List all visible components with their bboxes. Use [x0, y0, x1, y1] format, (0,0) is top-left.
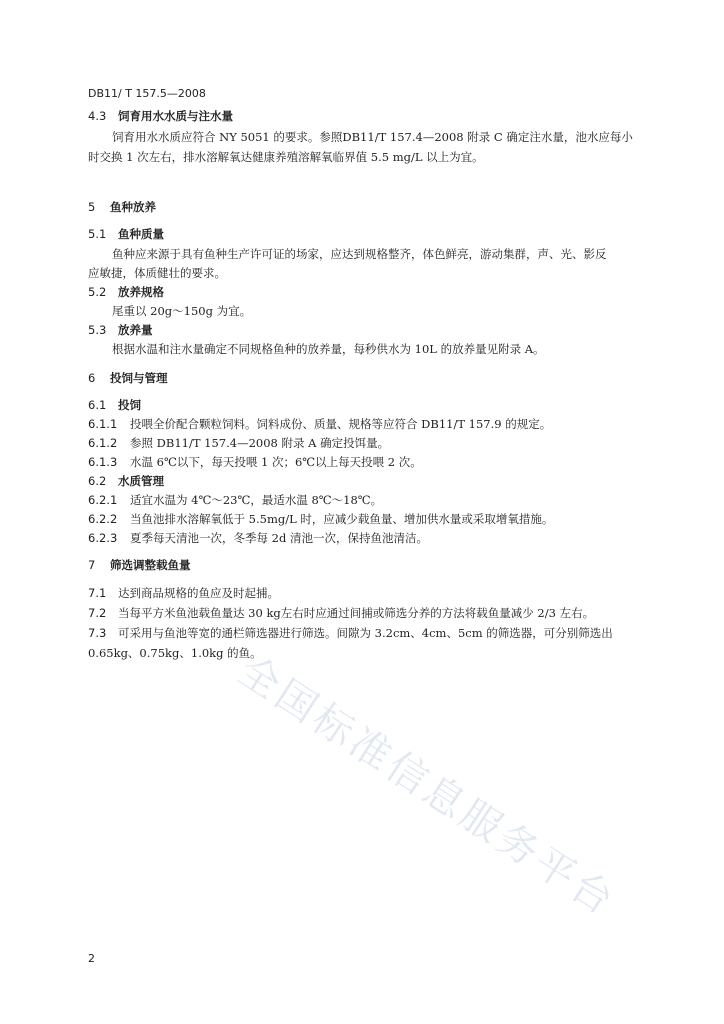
section-6-heading [88, 370, 168, 386]
section-number: 6.2 [88, 474, 107, 488]
clause-text: 投喂全价配合颗粒饲料。饲料成份、质量、规格等应符合 DB11/T 157.9 的规定。 [130, 417, 552, 431]
section-5-3-heading [88, 322, 153, 338]
clause-number: 7.1 [88, 586, 107, 600]
page-number: 2 [88, 952, 95, 965]
section-title: 筛选调整载鱼量 [110, 558, 191, 572]
paragraph-line: 时交换 1 次左右，排水溶解氧达健康养殖溶解氧临界值 5.5 mg/L 以上为宜。 [88, 150, 484, 164]
clause-number: 7.2 [88, 606, 107, 620]
section-title: 水质管理 [118, 474, 164, 488]
clause-text: 当每平方米鱼池载鱼量达 30 kg左右时应通过间捕或筛选分养的方法将载鱼量减少 2/3 左右。 [118, 606, 595, 620]
section-title: 投饲 [118, 398, 141, 412]
clause-number: 6.1.2 [88, 436, 118, 450]
paragraph-line: 0.65kg、0.75kg、1.0kg 的鱼。 [88, 646, 262, 660]
section-title: 鱼种放养 [110, 200, 156, 214]
section-number: 5.2 [88, 285, 107, 299]
clause-text: 夏季每天清池一次，冬季每 2d 清池一次，保持鱼池清洁。 [130, 531, 428, 545]
clause-number: 6.1.3 [88, 455, 118, 469]
clause-number: 6.1.1 [88, 417, 118, 431]
clause-7-2 [88, 605, 594, 621]
section-4-3-heading [88, 108, 233, 124]
clause-number: 7.3 [88, 626, 107, 640]
section-title: 饲育用水水质与注水量 [118, 109, 233, 123]
clause-text: 可采用与鱼池等宽的通栏筛选器进行筛选。间隙为 3.2cm、4cm、5cm 的筛选器，可分别筛选出 [118, 626, 613, 640]
section-title: 放养规格 [118, 285, 164, 299]
section-title: 投饲与管理 [110, 371, 168, 385]
clause-6-1-2 [88, 435, 389, 451]
clause-text: 达到商品规格的鱼应及时起捕。 [118, 586, 279, 600]
section-6-1-heading [88, 397, 141, 413]
paragraph-line: 尾重以 20g～150g 为宜。 [112, 304, 252, 318]
section-number: 5.1 [88, 227, 107, 241]
clause-7-1 [88, 585, 279, 601]
section-number: 6 [88, 371, 96, 385]
section-5-1-heading [88, 226, 164, 242]
section-number: 5.3 [88, 323, 107, 337]
clause-7-3 [88, 625, 613, 641]
clause-6-2-3 [88, 530, 428, 546]
paragraph-line: 根据水温和注水量确定不同规格鱼种的放养量，每秒供水为 10L 的放养量见附录 A。 [112, 342, 545, 356]
clause-6-2-1 [88, 492, 382, 508]
watermark: 全国标准信息服务平台 [230, 647, 625, 926]
clause-6-1-1 [88, 416, 551, 432]
clause-6-1-3 [88, 454, 422, 470]
clause-number: 6.2.2 [88, 512, 118, 526]
clause-number: 6.2.3 [88, 531, 118, 545]
section-title: 鱼种质量 [118, 227, 164, 241]
section-number: 4.3 [88, 109, 107, 123]
paragraph-line: 鱼种应来源于具有鱼种生产许可证的场家，应达到规格整齐，体色鲜亮，游动集群，声、光、影反 [112, 247, 607, 261]
section-title: 放养量 [118, 323, 153, 337]
section-7-heading [88, 557, 191, 573]
section-6-2-heading [88, 473, 164, 489]
clause-text: 参照 DB11/T 157.4—2008 附录 A 确定投饵量。 [130, 436, 390, 450]
clause-number: 6.2.1 [88, 493, 118, 507]
paragraph-line: 应敏捷，体质健壮的要求。 [88, 266, 226, 280]
paragraph-line: 饲育用水水质应符合 NY 5051 的要求。参照DB11/T 157.4—2008 附录 C 确定注水量，池水应每小 [112, 130, 633, 144]
clause-text: 水温 6℃以下，每天投喂 1 次；6℃以上每天投喂 2 次。 [130, 455, 422, 469]
clause-6-2-2 [88, 511, 553, 527]
clause-text: 当鱼池排水溶解氧低于 5.5mg/L 时，应减少载鱼量、增加供水量或采取增氧措施。 [130, 512, 554, 526]
section-5-2-heading [88, 284, 164, 300]
clause-text: 适宜水温为 4℃～23℃，最适水温 8℃～18℃。 [130, 493, 383, 507]
section-number: 5 [88, 200, 96, 214]
section-number: 7 [88, 558, 96, 572]
section-5-heading [88, 199, 156, 215]
section-number: 6.1 [88, 398, 107, 412]
document-id-header: DB11/ T 157.5—2008 [88, 87, 206, 100]
